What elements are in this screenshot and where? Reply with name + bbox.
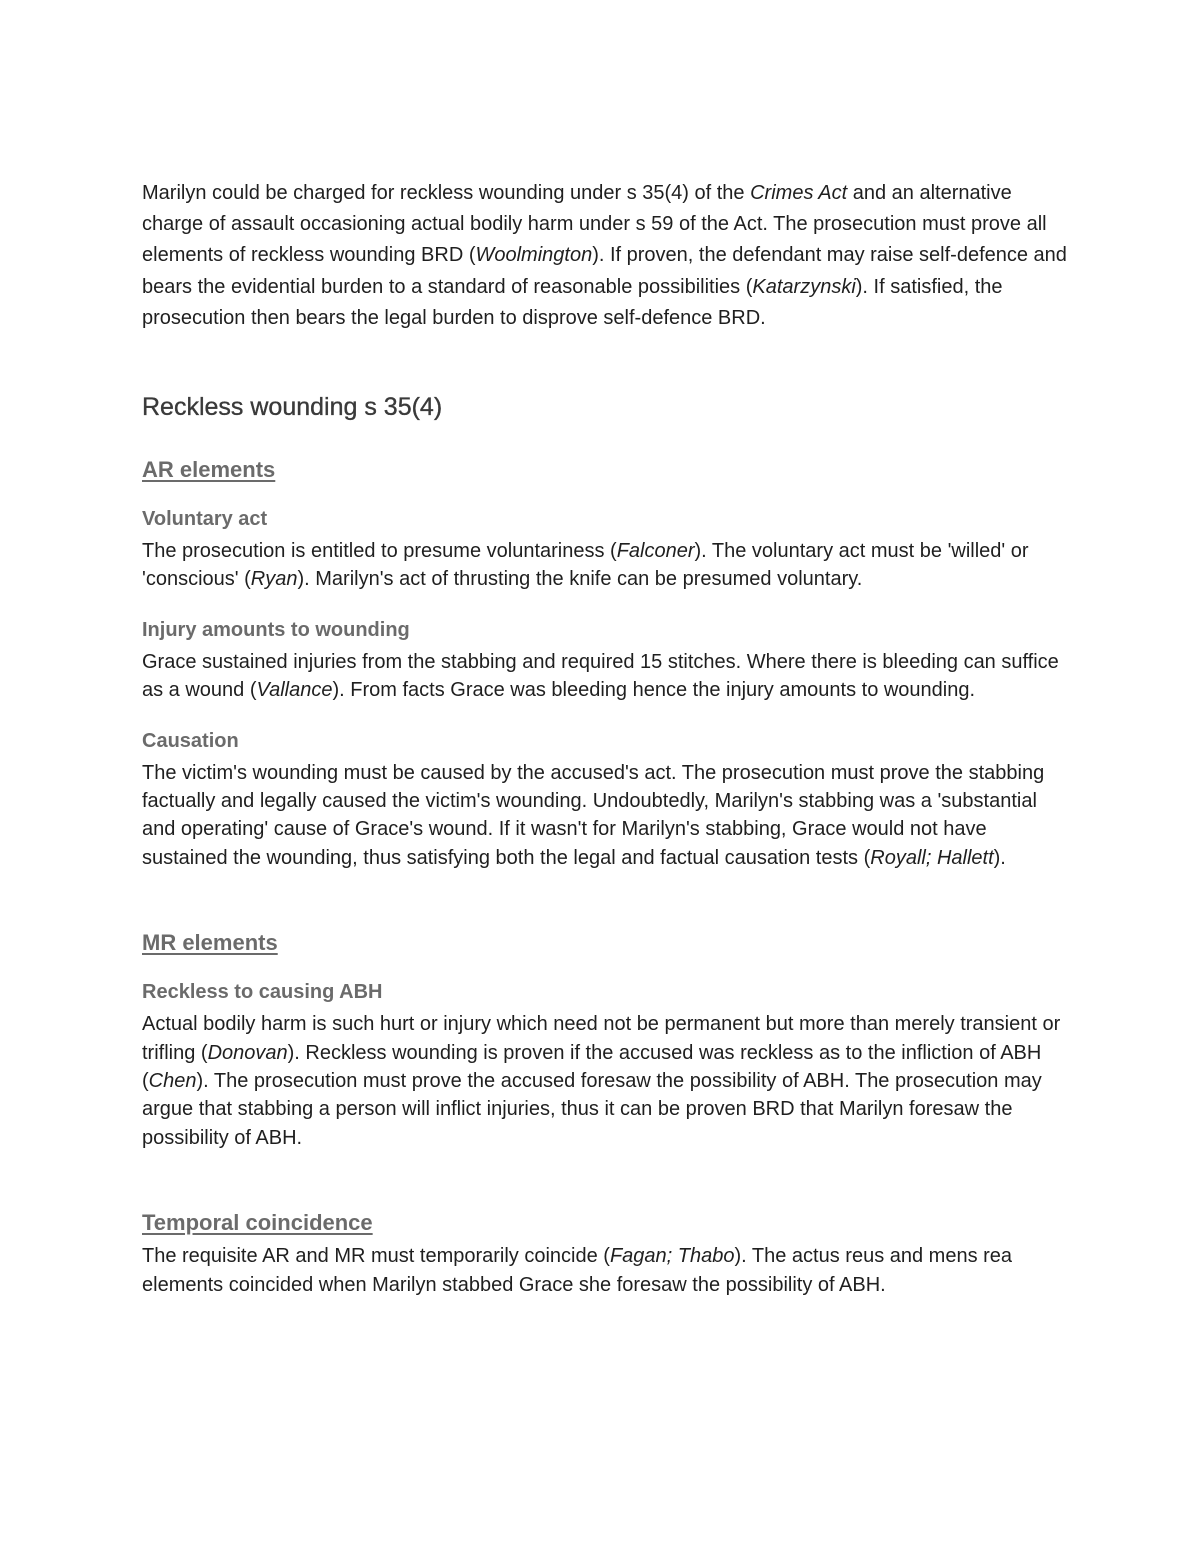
citation-donovan: Donovan — [207, 1041, 288, 1064]
reckless-text-1: Actual bodily harm is such hurt or injury which need not be permanent but more than merely transient or trifling ( — [142, 1013, 1061, 1064]
causation-paragraph — [142, 759, 1072, 873]
voluntary-text-2: ). The voluntary act must be 'willed' or 'conscious' ( — [142, 540, 1029, 591]
injury-text-2: ). From facts Grace was bleeding hence the injury amounts to wounding. — [332, 679, 976, 702]
heading-voluntary-act: Voluntary act — [142, 508, 268, 531]
citation-chen: Chen — [148, 1070, 197, 1093]
temporal-text-2: ). The actus reus and mens rea elements coincided when Marilyn stabbed Grace she foresaw the possibility of ABH. — [142, 1245, 1013, 1296]
intro-citation-katarzynski: Katarzynski — [752, 275, 856, 298]
intro-text-1: Marilyn could be charged for reckless wounding under s 35(4) of the — [142, 182, 751, 204]
intro-text-4: ). If satisfied, the prosecution then bears the legal burden to disprove self-defence BRD. — [142, 275, 1003, 329]
intro-text-2: and an alternative charge of assault occasioning actual bodily harm under s 59 of the Act. The prosecution must prove all elements of reckless wounding BRD ( — [142, 182, 1047, 267]
citation-royall-hallett: Royall; Hallett — [870, 846, 994, 869]
intro-text-3: ). If proven, the defendant may raise self-defence and bears the evidential burden to a standard of reasonable possibilities ( — [142, 244, 1067, 298]
reckless-text-2: ). Reckless wounding is proven if the accused was reckless as to the infliction of ABH ( — [142, 1041, 1042, 1093]
intro-paragraph — [142, 178, 1072, 334]
subheading-ar-elements: AR elements — [142, 457, 276, 483]
temporal-text-1: The requisite AR and MR must temporarily coincide ( — [142, 1245, 610, 1268]
voluntary-text-3: ). Marilyn's act of thrusting the knife can be presumed voluntary. — [297, 568, 863, 591]
causation-text-1: The victim's wounding must be caused by the accused's act. The prosecution must prove the stabbing factually and legally caused the victim's wounding. Undoubtedly, Marilyn's stabbing was a 'substantial and operating' cause of Grace's wound. If it wasn't for Marilyn's stabbing, Grace would not have sustained the wounding, thus satisfying both the legal and factual causation tests ( — [142, 761, 1045, 869]
citation-falconer: Falconer — [616, 540, 695, 563]
subheading-temporal-coincidence: Temporal coincidence — [142, 1210, 373, 1236]
intro-citation-crimes-act: Crimes Act — [750, 182, 848, 204]
intro-citation-woolmington: Woolmington — [475, 244, 593, 267]
reckless-abh-paragraph — [142, 1010, 1072, 1152]
citation-vallance: Vallance — [256, 679, 333, 702]
section-heading-reckless-wounding: Reckless wounding s 35(4) — [142, 393, 443, 422]
heading-injury-wounding: Injury amounts to wounding — [142, 618, 410, 641]
injury-text-1: Grace sustained injuries from the stabbing and required 15 stitches. Where there is bleeding can suffice as a wound ( — [142, 650, 1059, 702]
heading-reckless-abh: Reckless to causing ABH — [142, 981, 383, 1004]
injury-paragraph — [142, 648, 1072, 705]
heading-causation: Causation — [142, 729, 239, 752]
voluntary-act-paragraph — [142, 537, 1072, 594]
subheading-mr-elements: MR elements — [142, 930, 278, 956]
causation-text-2: ). — [993, 846, 1006, 869]
voluntary-text-1: The prosecution is entitled to presume voluntariness ( — [142, 540, 617, 563]
citation-fagan-thabo: Fagan; Thabo — [609, 1245, 735, 1268]
reckless-text-3: ). The prosecution must prove the accused foresaw the possibility of ABH. The prosecution may argue that stabbing a person will inflict injuries, thus it can be proven BRD that Marilyn foresaw the possibility of ABH. — [142, 1070, 1042, 1149]
citation-ryan: Ryan — [250, 568, 298, 591]
document-page — [142, 178, 1072, 1299]
temporal-paragraph — [142, 1242, 1072, 1299]
